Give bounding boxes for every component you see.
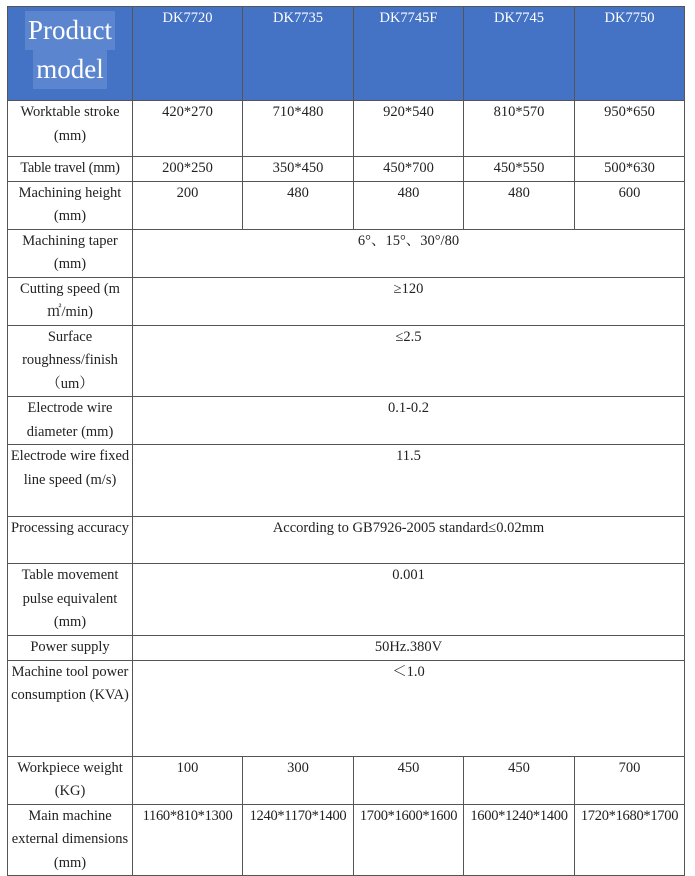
table-cell: 1160*810*1300 [133,804,243,876]
row-label: Worktable stroke (mm) [8,101,133,157]
row-label: Surface roughness/finish （um） [8,325,133,397]
row-label: Electrode wire diameter (mm) [8,397,133,445]
table-cell: 420*270 [133,101,243,157]
table-cell: 920*540 [354,101,464,157]
table-cell: 200*250 [133,157,243,182]
table-row [8,636,685,661]
merged-cell: ≥120 [133,277,685,325]
table-cell: 100 [133,756,243,804]
table-row [8,181,685,229]
table-cell: 600 [575,181,685,229]
product-model-header [8,7,133,101]
merged-cell: 50Hz.380V [133,636,685,661]
table-row [8,660,685,756]
header-row [8,7,685,101]
merged-cell: 0.001 [133,564,685,636]
merged-cell: ＜1.0 [133,660,685,756]
table-row [8,397,685,445]
table-cell: 810*570 [464,101,575,157]
table-row [8,157,685,182]
merged-cell: 0.1-0.2 [133,397,685,445]
spec-table-container [7,6,685,876]
table-cell: 480 [354,181,464,229]
table-cell: 1700*1600*1600 [354,804,464,876]
table-row [8,325,685,397]
table-row [8,101,685,157]
product-model-header-line1: Product [25,11,115,50]
table-row [8,445,685,517]
table-cell: 710*480 [243,101,354,157]
table-row [8,517,685,564]
table-cell: 300 [243,756,354,804]
product-model-header-line2: model [33,50,107,89]
merged-cell: According to GB7926-2005 standard≤0.02mm [133,517,685,564]
table-cell: 1600*1240*1400 [464,804,575,876]
table-cell: 480 [464,181,575,229]
model-header: DK7720 [133,7,243,101]
table-cell: 500*630 [575,157,685,182]
table-row [8,277,685,325]
model-header: DK7745F [354,7,464,101]
model-header: DK7745 [464,7,575,101]
product-spec-table [7,6,685,876]
table-cell: 450 [464,756,575,804]
table-cell: 480 [243,181,354,229]
merged-cell: 6°、15°、30°/80 [133,229,685,277]
row-label: Workpiece weight (KG) [8,756,133,804]
table-cell: 200 [133,181,243,229]
table-cell: 450*550 [464,157,575,182]
table-cell: 450*700 [354,157,464,182]
table-cell: 450 [354,756,464,804]
table-cell: 1720*1680*1700 [575,804,685,876]
model-header: DK7750 [575,7,685,101]
row-label: Cutting speed (m ㎡/min) [8,277,133,325]
table-row [8,229,685,277]
row-label: Power supply [8,636,133,661]
row-label: Main machine external dimensions (mm) [8,804,133,876]
row-label: Electrode wire fixed line speed (m/s) [8,445,133,517]
merged-cell: 11.5 [133,445,685,517]
table-cell: 950*650 [575,101,685,157]
row-label: Processing accuracy [8,517,133,564]
row-label: Machining height (mm) [8,181,133,229]
table-row [8,564,685,636]
table-cell: 1240*1170*1400 [243,804,354,876]
table-cell: 350*450 [243,157,354,182]
merged-cell: ≤2.5 [133,325,685,397]
row-label: Machining taper (mm) [8,229,133,277]
model-header: DK7735 [243,7,354,101]
row-label: Machine tool power consumption (KVA) [8,660,133,756]
table-row [8,804,685,876]
row-label: Table movement pulse equivalent (mm) [8,564,133,636]
table-cell: 700 [575,756,685,804]
table-row [8,756,685,804]
row-label: Table travel (mm) [8,157,133,182]
